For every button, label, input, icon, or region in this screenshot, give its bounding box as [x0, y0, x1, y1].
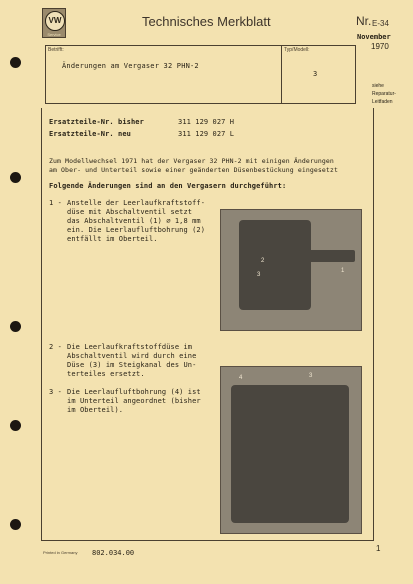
parts-label: Ersatzteile-Nr. [49, 130, 114, 138]
item-line: Düse (3) im Steigkanal des Un- [67, 361, 197, 369]
parts-kind: neu [118, 130, 131, 138]
page-number: 1 [376, 544, 381, 553]
header-divider [281, 45, 282, 103]
punch-hole [10, 172, 21, 183]
item-number: 1 - [49, 199, 62, 207]
typ-value: 3 [313, 70, 318, 78]
punch-hole [10, 321, 21, 332]
item-line: düse mit Abschaltventil setzt [67, 208, 193, 216]
betreff-label: Betrifft: [48, 47, 64, 53]
parts-number: 311 129 027 H [178, 118, 235, 126]
side-note-line: Leitfaden [372, 99, 393, 105]
intro-line: Zum Modellwechsel 1971 hat der Vergaser 32 PHN-2 mit einigen Änderungen [49, 157, 334, 165]
item-line: Die Leerlaufluftbohrung (4) ist [67, 388, 201, 396]
betreff-value: Änderungen am Vergaser 32 PHN-2 [62, 62, 199, 70]
item-line: das Abschaltventil (1) ∅ 1,8 mm [67, 217, 201, 225]
vw-logo-subtext: Service [47, 32, 61, 37]
item-number: 3 - [49, 388, 62, 396]
carburetor-photo-top [220, 209, 362, 331]
document-code: 802.034.00 [92, 549, 135, 557]
item-line: Die Leerlaufkraftstoffdüse im [67, 343, 193, 351]
nr-value: E-34 [372, 19, 389, 28]
changes-heading: Folgende Änderungen sind an den Vergasern durchgeführt: [49, 182, 287, 190]
carburetor-photo-bottom [220, 366, 362, 534]
intro-line: am Ober- und Unterteil sowie einer geänderten Düsenbestückung eingesetzt [49, 166, 338, 174]
nr-label: Nr. [356, 14, 372, 28]
item-line: ein. Die Leerlaufluftbohrung (2) [67, 226, 206, 234]
typ-label: Typ/Modell: [284, 47, 310, 53]
side-note [372, 82, 396, 106]
vw-logo [42, 8, 66, 38]
parts-number: 311 129 027 L [178, 130, 235, 138]
vw-logo-mark: VW [45, 11, 65, 31]
photo-label: 2 [261, 258, 265, 264]
item-line: terteiles ersetzt. [67, 370, 145, 378]
cutoff-valve [299, 250, 355, 262]
document-title: Technisches Merkblatt [142, 14, 271, 29]
parts-kind: bisher [118, 118, 144, 126]
side-note-line: Reparatur- [372, 91, 396, 97]
side-note-line: siehe [372, 83, 384, 89]
issue-month: November [357, 33, 391, 41]
photo-label: 3 [309, 373, 313, 379]
issue-year: 1970 [371, 42, 389, 51]
photo-label: 1 [341, 268, 345, 274]
photo-label: 3 [257, 272, 261, 278]
item-number: 2 - [49, 343, 62, 351]
item-line: Anstelle der Leerlaufkraftstoff- [67, 199, 206, 207]
punch-hole [10, 420, 21, 431]
item-line: Abschaltventil wird durch eine [67, 352, 197, 360]
punch-hole [10, 519, 21, 530]
item-line: entfällt im Oberteil. [67, 235, 158, 243]
parts-label: Ersatzteile-Nr. [49, 118, 114, 126]
item-line: im Unterteil angeordnet (bisher [67, 397, 201, 405]
carburetor-body [239, 220, 311, 310]
punch-hole [10, 57, 21, 68]
item-line: im Oberteil). [67, 406, 124, 414]
carburetor-lower-part [231, 385, 349, 523]
header-fields-box [45, 45, 356, 104]
printed-note: Printed in Germany [43, 550, 78, 555]
photo-label: 4 [239, 375, 243, 381]
